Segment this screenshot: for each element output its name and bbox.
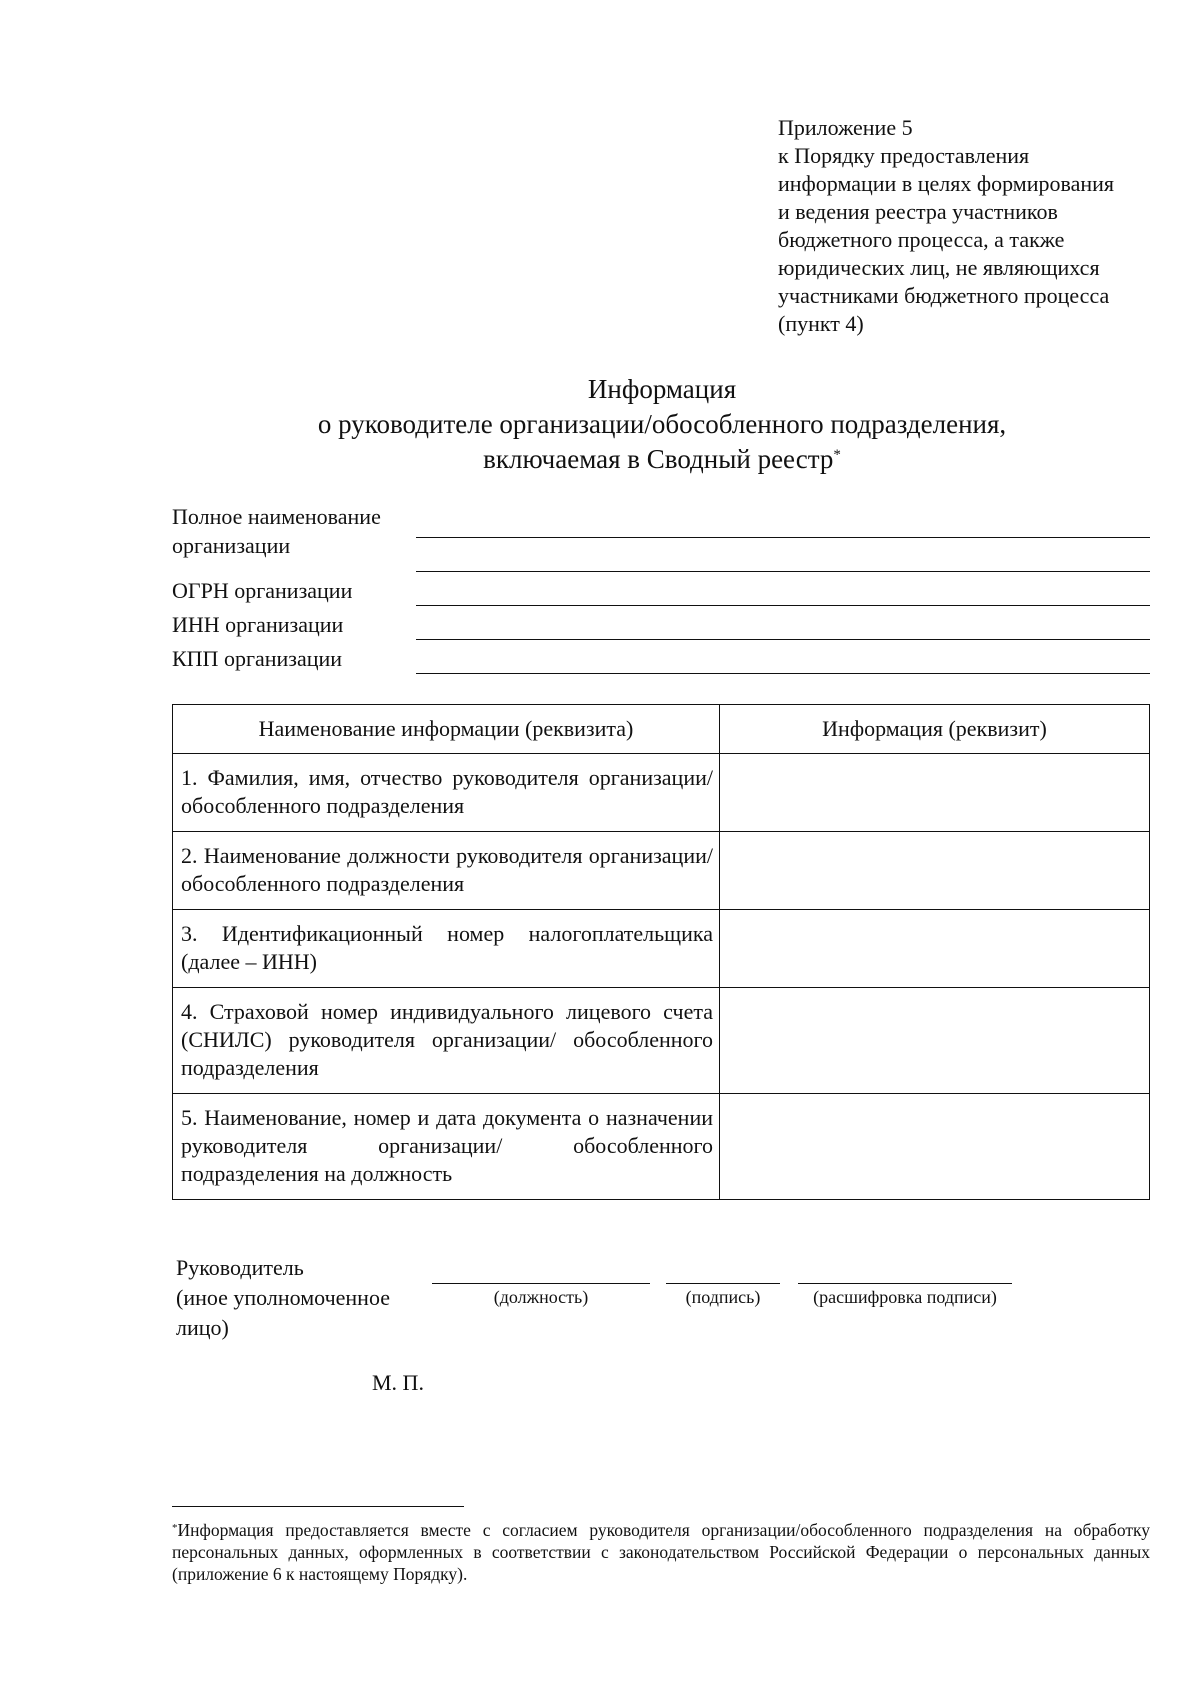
title-line — [172, 442, 1152, 477]
position-caption: (должность) — [493, 1287, 589, 1307]
inn-label: ИНН организации — [172, 612, 344, 637]
table-row — [173, 988, 1150, 1094]
footnote-divider — [172, 1506, 464, 1507]
value-cell[interactable] — [720, 910, 1150, 988]
signature-caption: (подпись) — [685, 1287, 761, 1307]
title-line: Информация — [587, 374, 737, 404]
value-cell[interactable] — [720, 832, 1150, 910]
kpp-label: КПП организации — [172, 646, 343, 671]
table-row — [173, 754, 1150, 832]
full-name-input-line-2[interactable] — [416, 571, 1150, 572]
signature-decoding-caption: (расшифровка подписи) — [813, 1287, 997, 1307]
value-cell[interactable] — [720, 1094, 1150, 1200]
appendix-line: и ведения реестра участников — [778, 199, 1058, 224]
inn-input-line[interactable] — [416, 639, 1150, 640]
table-row — [173, 1094, 1150, 1200]
requisite-cell: 5. Наименование, номер и дата документа о назначении руководителя организации/ обособленного подразделения на должность — [173, 1094, 720, 1200]
signature-line[interactable] — [666, 1283, 780, 1284]
ogrn-label: ОГРН организации — [172, 578, 353, 603]
full-name-label-cont: организации — [172, 533, 291, 558]
title-line: о руководителе организации/обособленного подразделения, — [317, 409, 1007, 439]
appendix-header — [778, 114, 1178, 338]
footnote-text: Информация предоставляется вместе с согласием руководителя организации/обособленного подразделения на обработку персональных данных, оформленных в соответствии с законодательством Российской Федерации о персональных данных (приложение 6 к настоящему Порядку). — [172, 1520, 1150, 1584]
requisite-cell: 4. Страховой номер индивидуального лицевого счета (СНИЛС) руководителя организации/ обособленного подразделения — [173, 988, 720, 1094]
column-header-value: Информация (реквизит) — [720, 705, 1150, 754]
appendix-line: информации в целях формирования — [778, 171, 1114, 196]
requisite-cell: 2. Наименование должности руководителя организации/обособленного подразделения — [173, 832, 720, 910]
signature-decoding-line[interactable] — [798, 1283, 1012, 1284]
position-line[interactable] — [432, 1283, 650, 1284]
requisite-cell: 1. Фамилия, имя, отчество руководителя организации/обособленного подразделения — [173, 754, 720, 832]
info-table — [172, 704, 1150, 1200]
full-name-label: Полное наименование — [172, 504, 381, 529]
table-header-row — [173, 705, 1150, 754]
ogrn-input-line[interactable] — [416, 605, 1150, 606]
value-cell[interactable] — [720, 754, 1150, 832]
appendix-line: Приложение 5 — [778, 115, 913, 140]
appendix-line: участниками бюджетного процесса — [778, 283, 1110, 308]
appendix-line: юридических лиц, не являющихся — [778, 255, 1100, 280]
document-title — [172, 372, 1152, 477]
appendix-line: (пункт 4) — [778, 311, 864, 336]
signatory-label-line: лицо) — [176, 1315, 229, 1340]
signatory-label-line: (иное уполномоченное — [176, 1285, 390, 1310]
requisite-cell: 3. Идентификационный номер налогоплательщика (далее – ИНН) — [173, 910, 720, 988]
signatory-label — [176, 1253, 390, 1343]
value-cell[interactable] — [720, 988, 1150, 1094]
table-row — [173, 910, 1150, 988]
kpp-input-line[interactable] — [416, 673, 1150, 674]
column-header-requisite: Наименование информации (реквизита) — [173, 705, 720, 754]
title-text: включаемая в Сводный реестр — [483, 444, 834, 474]
signatory-label-line: Руководитель — [176, 1255, 304, 1280]
table-row — [173, 832, 1150, 910]
footnote-mark: * — [172, 1522, 178, 1534]
appendix-line: бюджетного процесса, а также — [778, 227, 1065, 252]
full-name-input-line[interactable] — [416, 537, 1150, 538]
footnote — [172, 1519, 1150, 1585]
footnote-mark: * — [833, 447, 841, 463]
appendix-line: к Порядку предоставления — [778, 143, 1030, 168]
stamp-place: М. П. — [372, 1370, 424, 1395]
